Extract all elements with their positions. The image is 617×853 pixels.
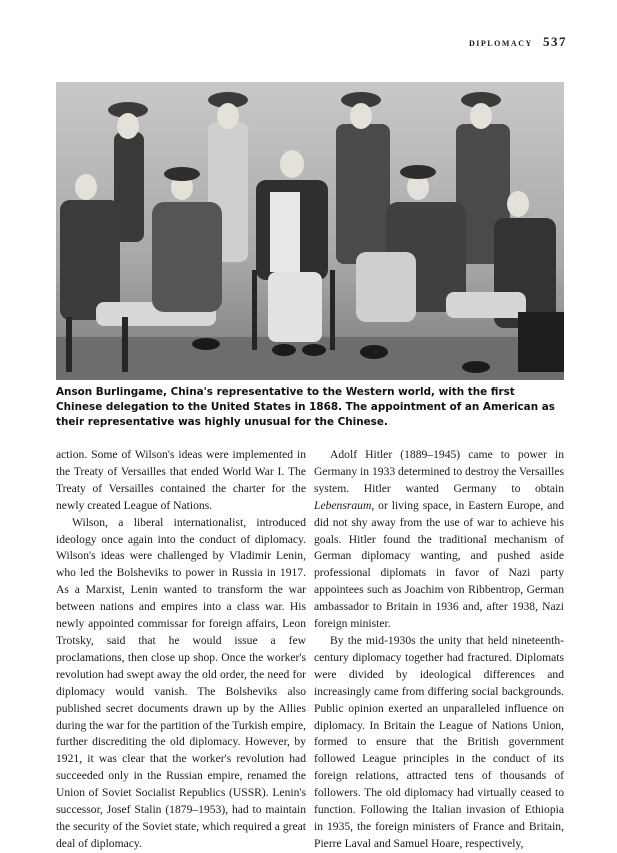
paragraph	[314, 447, 564, 633]
photo-illustration	[56, 82, 564, 380]
historical-photograph	[56, 82, 564, 380]
photo-caption: Anson Burlingame, China's representative to the Western world, with the first Chinese delegation to the United States in 1868. The appointment of an American as their representative was highly unusual for the Chinese.	[56, 386, 555, 428]
left-text-column	[56, 447, 306, 853]
running-header	[469, 34, 567, 50]
text-run: , or living space, in Eastern Europe, and did not shy away from the use of war to achieve his goals. Hitler found the traditional mechanism of German diplomacy wanting, and pushed aside professional diplomats in favor of Nazi party appointees such as Joachim von Ribbentrop, German ambassador to Britain in 1936 and, after 1938, Nazi foreign minister.	[314, 498, 564, 631]
text-run: Adolf Hitler (1889–1945) came to power in Germany in 1933 determined to destroy the Versailles system. Hitler wanted Germany to obtain	[314, 448, 564, 495]
italic-term: Lebensraum	[314, 498, 372, 512]
paragraph: action. Some of Wilson's ideas were implemented in the Treaty of Versailles that ended World War I. The Treaty of Versailles contained the charter for the newly created League of Nations.	[56, 448, 306, 512]
page-number: 537	[543, 34, 567, 49]
section-title: diplomacy	[469, 35, 533, 49]
paragraph: Wilson, a liberal internationalist, introduced ideology once again into the conduct of diplomacy. Wilson's ideas were challenged by Vladimir Lenin, who led the Bolsheviks to power in Russia in 1917. As a Marxist, Lenin wanted to transform the war between nations and empires into a class war. His newly appointed commissar for foreign affairs, Leon Trotsky, said that he would issue a few proclamations, then close up shop. Once the worker's revolution had swept away the old order, the need for diplomacy would vanish. The Bolsheviks also published secret documents drawn up by the Allies during the war for the partition of the Turkish empire, further discrediting the old diplomacy. However, by 1921, it was clear that the worker's revolution had succeeded only in the Russian empire, renamed the Union of Soviet Socialist Republics (USSR). Lenin's successor, Josef Stalin (1879–1953), had to maintain the security of the Soviet state, which required a great deal of diplomacy.	[56, 515, 306, 850]
right-text-column	[314, 447, 564, 853]
paragraph: By the mid-1930s the unity that held nineteenth-century diplomacy together had fractured. Diplomats were divided by ideological differences and increasingly came from differing social backgrounds. Public opinion exerted an unparalleled influence on diplomacy. In Britain the League of Nations Union, formed to ensure that the British government followed League principles in the conduct of its foreign relations, attracted tens of thousands of followers. The old diplomacy had virtually ceased to function. Following the Italian invasion of Ethiopia in 1935, the foreign ministers of France and Britain, Pierre Laval and Samuel Hoare, respectively,	[314, 633, 564, 850]
